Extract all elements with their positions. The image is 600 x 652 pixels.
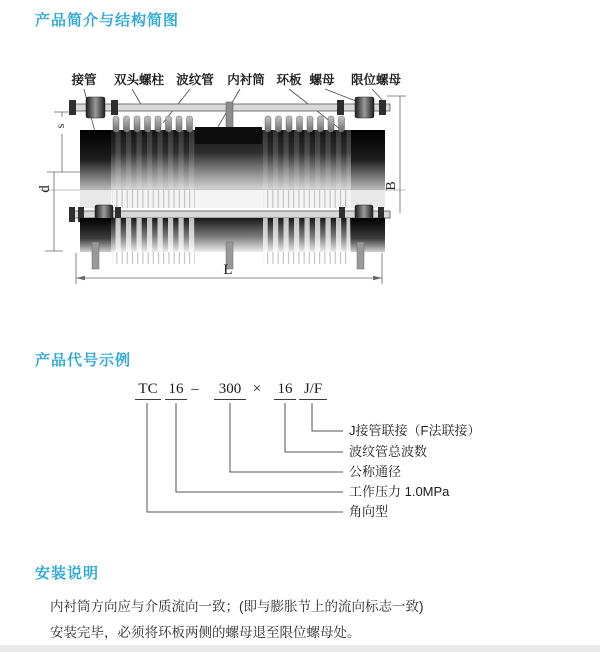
part-labels xyxy=(70,72,401,87)
structure-diagram xyxy=(30,62,450,300)
footer-bar xyxy=(0,645,600,652)
dim-label-b: B xyxy=(384,181,399,191)
code-segment-waves: 16 xyxy=(274,381,296,400)
section3-title: 安装说明 xyxy=(35,565,100,582)
part-label-neichentong: 内衬筒 xyxy=(227,73,265,87)
dim-label-d: d xyxy=(37,185,53,193)
install-instruction-1: 内衬筒方向应与介质流向一致；(即与膨胀节上的流向标志一致) xyxy=(50,599,424,614)
dimension-b xyxy=(384,96,406,213)
callout-type: 角向型 xyxy=(349,504,389,519)
dim-label-l: L xyxy=(223,262,233,278)
part-label-jieguan: 接管 xyxy=(71,73,97,87)
part-label-shuangtou: 双头螺柱 xyxy=(113,73,165,87)
center-stud xyxy=(226,102,233,131)
callout-pressure: 工作压力 1.0MPa xyxy=(349,484,450,499)
bellows-body-upper xyxy=(80,116,385,190)
dim-label-s: s xyxy=(53,123,67,129)
code-segment-times: × xyxy=(252,381,262,397)
dimension-d xyxy=(37,172,63,251)
code-segment-dash: – xyxy=(191,381,199,397)
part-label-luomu: 螺母 xyxy=(309,73,335,87)
code-segment-pressure: 16 xyxy=(165,381,187,400)
bellows-body-lower xyxy=(69,190,390,269)
code-segment-type: TC xyxy=(135,381,161,400)
code-segment-diameter: 300 xyxy=(214,381,246,400)
section2-title: 产品代号示例 xyxy=(35,352,132,369)
callout-wave-count: 波纹管总波数 xyxy=(349,444,428,459)
part-label-xianwei: 限位螺母 xyxy=(350,73,402,87)
install-instruction-2: 安装完毕，必须将环板两侧的螺母退至限位螺母处。 xyxy=(50,625,361,640)
callout-connection: J接管联接（F法联接） xyxy=(349,423,481,438)
part-label-bowenguan: 波纹管 xyxy=(176,73,214,87)
part-label-huanban: 环板 xyxy=(276,73,302,87)
bellows-convolutions-left xyxy=(113,116,193,132)
bellows-convolutions-right xyxy=(265,116,345,132)
section1-title: 产品简介与结构简图 xyxy=(35,12,180,29)
dimension-s xyxy=(47,112,80,172)
code-segment-connect: J/F xyxy=(299,381,327,400)
callout-diameter: 公称通径 xyxy=(349,464,402,479)
